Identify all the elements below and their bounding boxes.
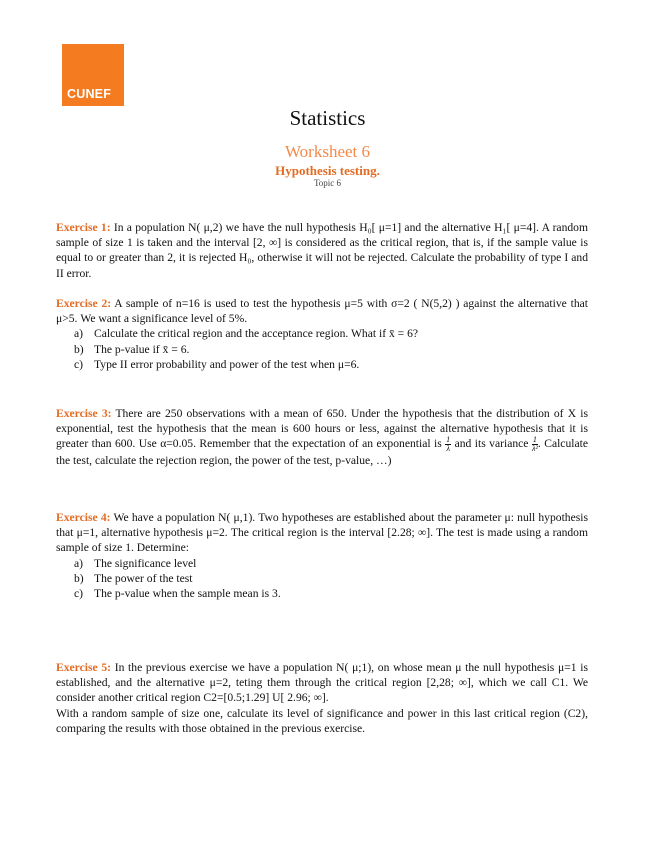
list-marker: a) (74, 556, 84, 570)
cunef-logo (62, 44, 124, 106)
exercise-2-list (56, 326, 588, 372)
list-item (56, 556, 588, 571)
list-marker: c) (74, 587, 84, 601)
list-item (56, 586, 588, 601)
list-item (56, 571, 588, 586)
exercise-1-label: Exercise 1: (56, 221, 111, 234)
list-item-text: Type II error probability and power of the test when μ=6. (94, 357, 360, 371)
exercise-5-label: Exercise 5: (56, 661, 111, 674)
exercise-1 (56, 220, 588, 281)
exercise-3-text-a: There are 250 observations with a mean of 650. Under the hypothesis that the distribution of X is exponential, test the hypothesis that the mean is 600 hours or less, against the alternative hypothesis that it is greater than 600. Use α=0.05. Remember that the expectation of an exponential is (56, 407, 588, 451)
list-marker: a) (74, 327, 84, 341)
worksheet-subtitle: Hypothesis testing. (275, 163, 380, 178)
exercise-1-text: In a population N( μ,2) we have the null hypothesis H₀[ μ=1] and the alternative H₁[ μ=4]. A random sample of size 1 is taken and the interval [2, ∞] is considered as the critical region, that is, if the sample value is equal to or greater than 2, it is rejected H₀, otherwise it will not be rejected. Calculate the probability of type I and II error. (56, 221, 588, 280)
exercise-3-text-c: . Calculate the test, calculate the rejection region, the power of the test, p-value, …) (56, 437, 588, 468)
list-item (56, 357, 588, 372)
logo-text: CUNEF (67, 87, 112, 101)
exercise-4-list (56, 556, 588, 602)
list-item-text: Calculate the critical region and the acceptance region. What if x̄ = 6? (94, 327, 419, 341)
exercise-3 (56, 406, 588, 469)
page-title: Statistics (289, 106, 366, 130)
list-item-text: The p-value if x̄ = 6. (94, 342, 190, 356)
exercise-2 (56, 296, 588, 372)
exercise-5 (56, 660, 588, 736)
exercise-5-text-2: With a random sample of size one, calculate its level of significance and power in this last critical region (C2), comparing the results with those obtained in the previous exercise. (56, 706, 588, 735)
exercise-2-label: Exercise 2: (56, 297, 112, 310)
worksheet-title: Worksheet 6 (284, 142, 371, 161)
list-item-text: The p-value when the sample mean is 3. (94, 587, 281, 601)
list-marker: b) (74, 571, 84, 585)
list-item (56, 326, 588, 341)
list-item (56, 342, 588, 357)
fraction-one-over-lambda-squared: $\frac{1}{\text{λ²}}$ (531, 435, 538, 454)
exercise-4 (56, 510, 588, 601)
exercise-3-text-b: and its variance (454, 437, 529, 451)
fraction-one-over-lambda: $\frac{1}{\lambda}$ (446, 435, 451, 454)
exercise-3-label: Exercise 3: (56, 407, 112, 420)
topic-label: Topic 6 (313, 178, 342, 188)
exercise-4-label: Exercise 4: (56, 511, 111, 524)
list-marker: b) (74, 342, 84, 356)
exercise-4-text: We have a population N( μ,1). Two hypotheses are established about the parameter μ: null hypothesis that μ=1, alternative hypothesis μ=2. The critical region is the interval [2.28; ∞]. The test is made using a random sample of size 1. Determine: (56, 511, 588, 555)
list-item-text: The significance level (94, 556, 197, 570)
list-item-text: The power of the test (94, 571, 193, 585)
list-marker: c) (74, 357, 84, 371)
exercise-2-text: A sample of n=16 is used to test the hypothesis μ=5 with σ=2 ( N(5,2) ) against the alternative that μ>5. We want a significance level of 5%. (56, 297, 588, 326)
exercise-5-text: In the previous exercise we have a population N( μ;1), on whose mean μ the null hypothesis μ=1 is established, and the alternative μ=2, teting them through the critical region [2,28; ∞], which we call C1. We consider another critical region C2=[0.5;1.29] U[ 2.96; ∞]. (56, 661, 588, 705)
